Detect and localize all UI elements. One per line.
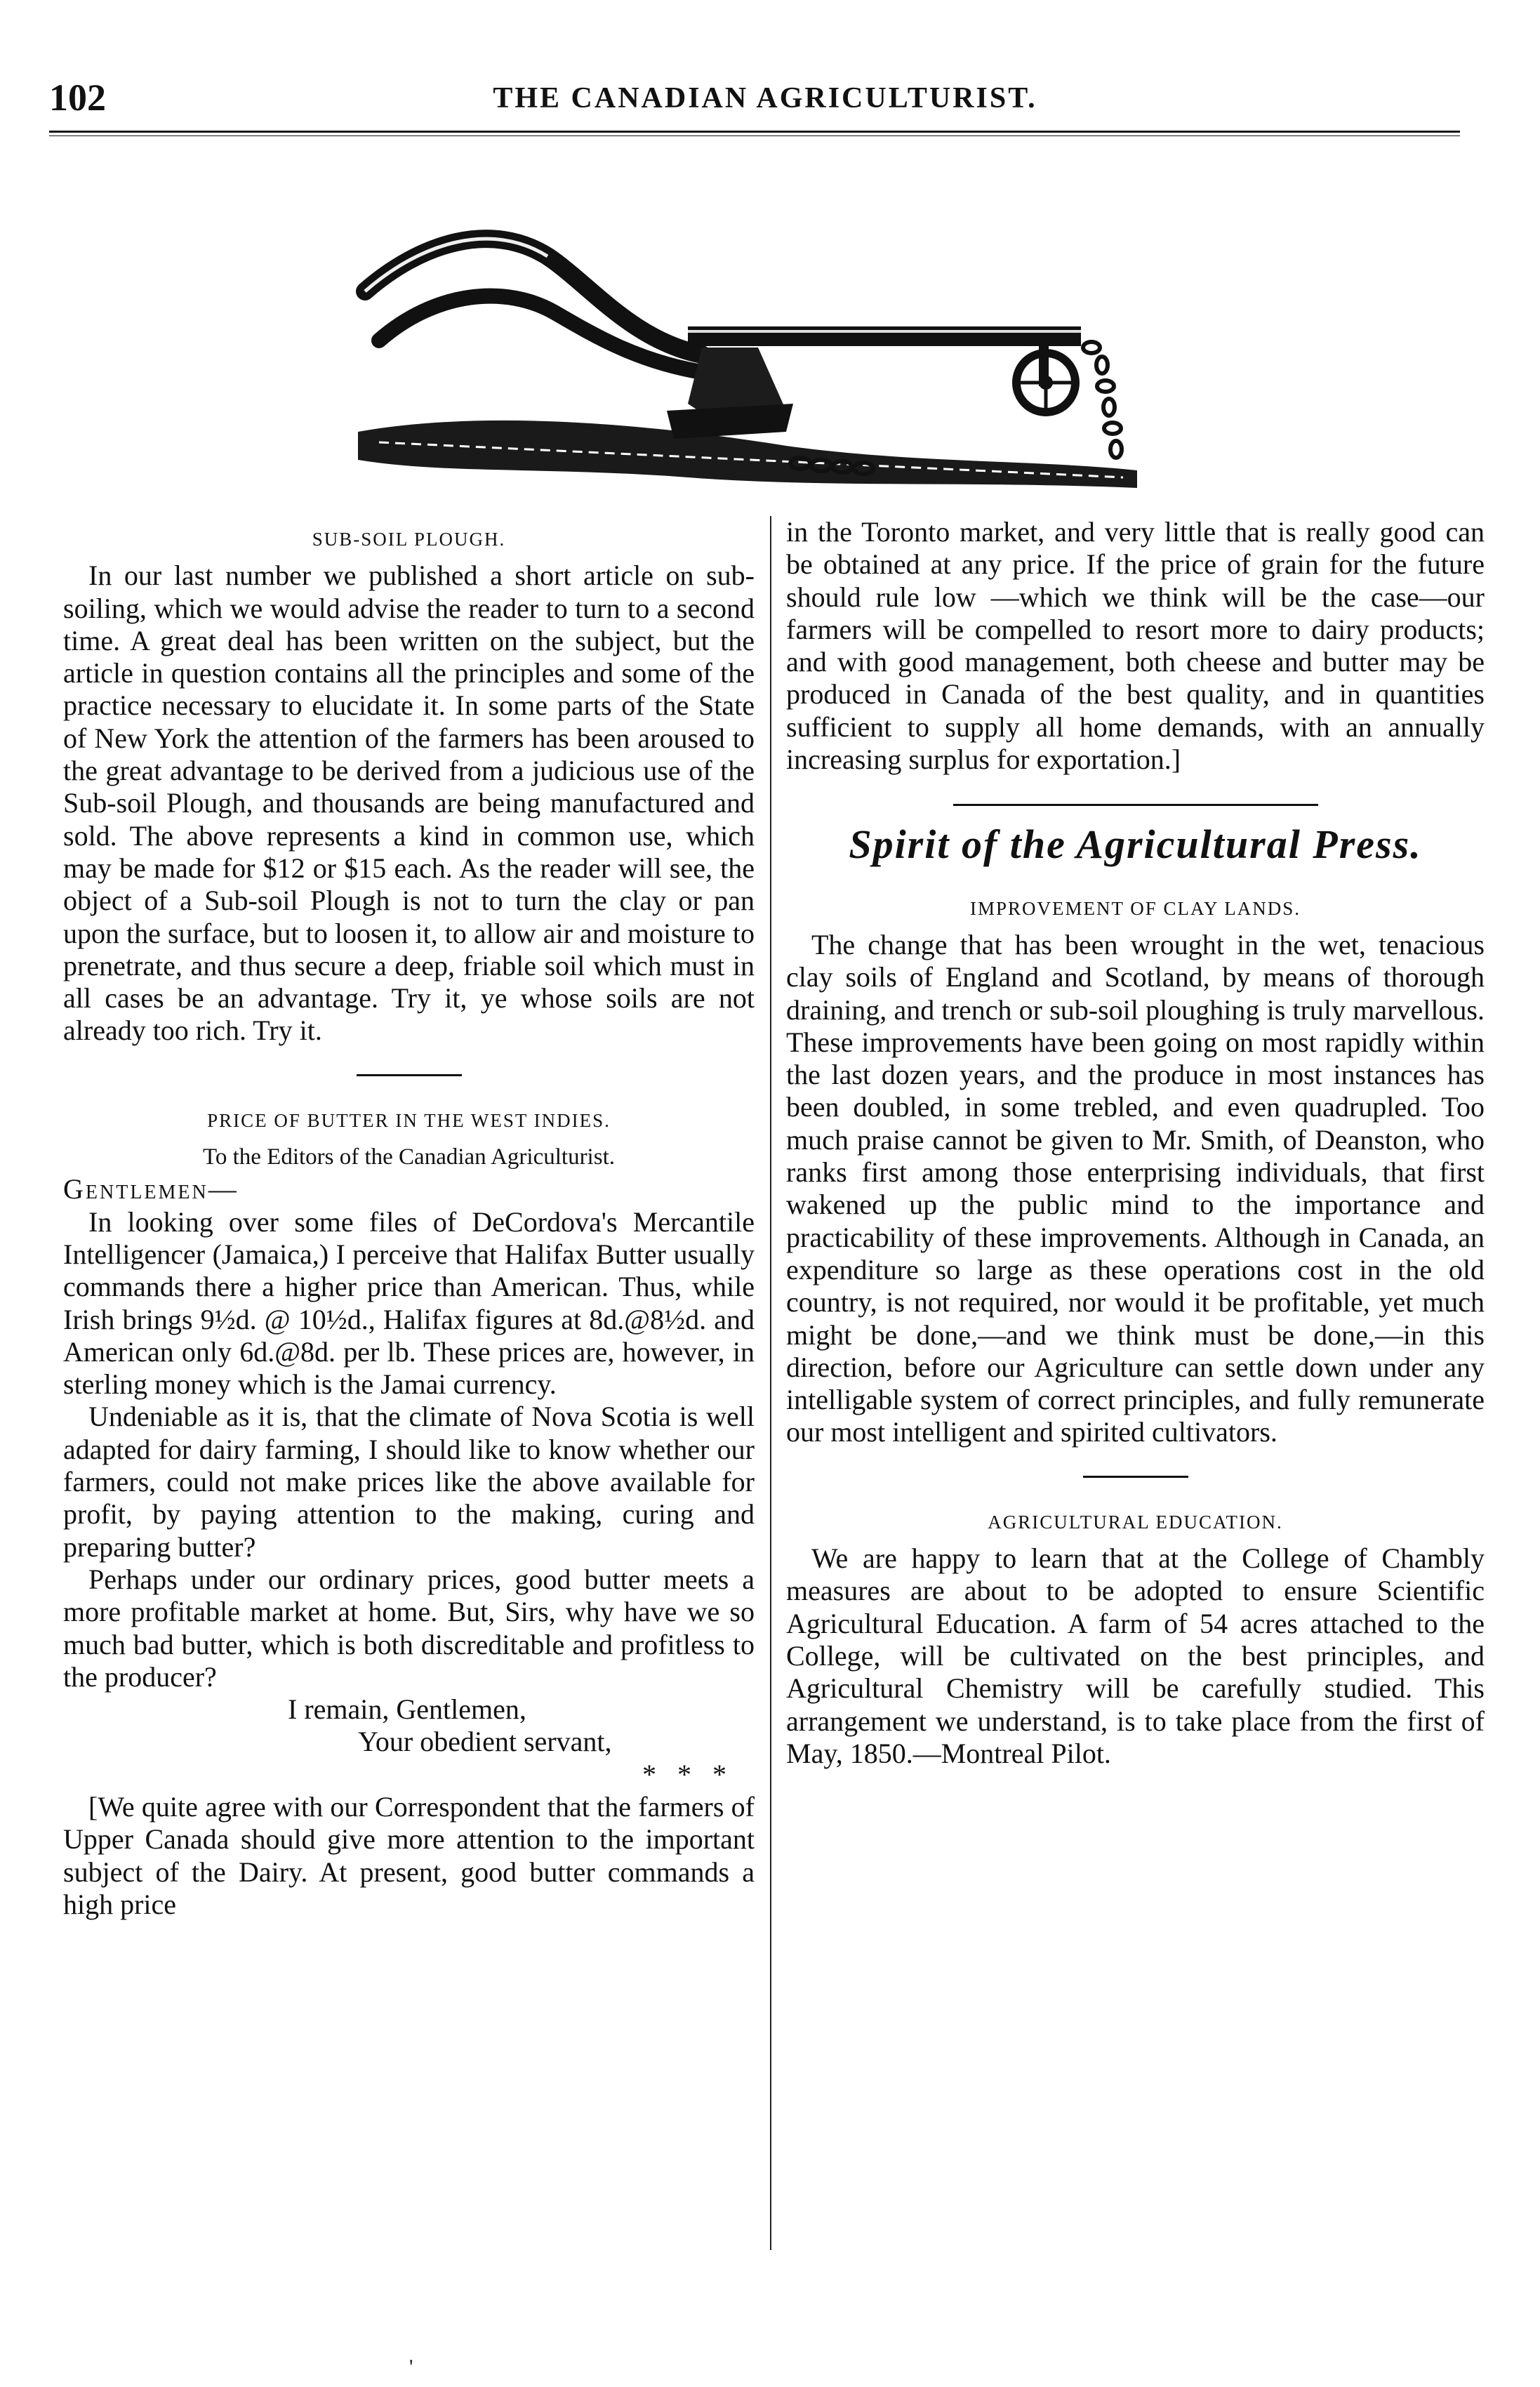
letter-closing: I remain, Gentlemen, — [288, 1693, 526, 1726]
editor-note: [We quite agree with our Correspondent that the farmers of Upper Canada should give more attention to the important subject of the Dairy. At present, good butter commands a high price — [63, 1790, 755, 1920]
article-heading-sub-soil-plough: SUB-SOIL PLOUGH. — [312, 529, 506, 550]
section-rule — [357, 1074, 462, 1076]
letter-address: To the Editors of the Canadian Agriculturist. — [203, 1144, 615, 1170]
right-column — [786, 516, 1485, 1770]
article-heading-agricultural-education: AGRICULTURAL EDUCATION. — [988, 1511, 1283, 1533]
letter-signature: * * * — [642, 1758, 734, 1790]
column-divider — [770, 516, 771, 2250]
letter-salutation: Gentlemen— — [63, 1173, 239, 1205]
header-rule — [49, 131, 1460, 136]
page-header — [49, 76, 1481, 125]
section-rule — [953, 804, 1318, 806]
sub-soil-plough-illustration — [337, 179, 1151, 509]
letter-paragraph: Undeniable as it is, that the climate of Nova Scotia is well adapted for dairy farming, I should like to know whether our farmers, could not make prices like the above available for profit, by paying attention to the making, curing and preparing butter? — [63, 1401, 755, 1563]
letter-paragraph: In looking over some files of DeCordova's Mercantile Intelligencer (Jamaica,) I perceive that Halifax Butter usually commands there a higher price than American. Thus, while Irish brings 9½d. @ 10½d., Halifax figures at 8d.@8½d. and American only 6d.@8d. per lb. These prices are, however, in sterling money which is the Jamai currency. — [63, 1205, 755, 1401]
section-title: Spirit of the Agricultural Press. — [849, 821, 1422, 868]
running-title: THE CANADIAN AGRICULTURIST. — [493, 82, 1037, 114]
article-body-clay-lands: The change that has been wrought in the wet, tenacious clay soils of England and Scotland, by means of thorough draining, and trench or sub-soil ploughing is truly marvellous. These improvements have been going on most rapidly within the last dozen years, and the produce in most instances has been doubled, in some trebled, and even quadrupled. Too much praise cannot be given to Mr. Smith, of Deanston, who ranks first among those enterprising individuals, that first wakened up the public mind to the importance and practicability of these improvements. Although in Canada, an expenditure so large as these operations cost in the old country, is not required, nor would it be profitable, yet much might be done,—and we think must be done,—in this direction, before our Agriculture can settle down under any intelligable system of correct principles, and fully remunerate our most intelligent and spirited cultivators. — [786, 928, 1485, 1448]
editor-note-continued: in the Toronto market, and very little that is really good can be obtained at any price. If the price of grain for the future should rule low —which we think will be the case—our farmers will be compelled to resort more to dairy products; and with good management, both cheese and butter may be produced in Canada of the best quality, and in quantities sufficient to supply all home demands, with an annually increasing surplus for exportation.] — [786, 516, 1485, 776]
footer-mark: ' — [409, 2355, 413, 2379]
section-rule — [1083, 1476, 1188, 1478]
letter-closing: Your obedient servant, — [358, 1726, 612, 1758]
letter-paragraph: Perhaps under our ordinary prices, good butter meets a more profitable market at home. But, Sirs, why have we so much bad butter, which is both discreditable and profitless to the producer? — [63, 1563, 755, 1693]
left-column — [63, 523, 755, 1921]
article-heading-price-of-butter: PRICE OF BUTTER IN THE WEST INDIES. — [207, 1109, 611, 1131]
article-body-sub-soil-plough: In our last number we published a short article on sub-soiling, which we would advise the reader to turn to a second time. A great deal has been written on the subject, but the article in question contains all the principles and some of the practice necessary to elucidate it. In some parts of the State of New York the attention of the farmers has been aroused to the great advantage to be derived from a judicious use of the Sub-soil Plough, and thousands are being manufactured and sold. The above represents a kind in common use, which may be made for $12 or $15 each. As the reader will see, the object of a Sub-soil Plough is not to turn the clay or pan upon the surface, but to loosen it, to allow air and moisture to prenetrate, and thus secure a deep, friable soil which must in all cases be an advantage. Try it, ye whose soils are not already too rich. Try it. — [63, 560, 755, 1047]
article-body-agricultural-education: We are happy to learn that at the College of Chambly measures are about to be adopted to ensure Scientific Agricultural Education. A farm of 54 acres attached to the College, will be cultivated on the best principles, and Agricultural Chemistry will be carefully studied. This arrangement we understand, is to take place from the first of May, 1850.—Montreal Pilot. — [786, 1542, 1485, 1769]
page-number: 102 — [49, 77, 106, 119]
article-heading-clay-lands: IMPROVEMENT OF CLAY LANDS. — [969, 897, 1301, 919]
